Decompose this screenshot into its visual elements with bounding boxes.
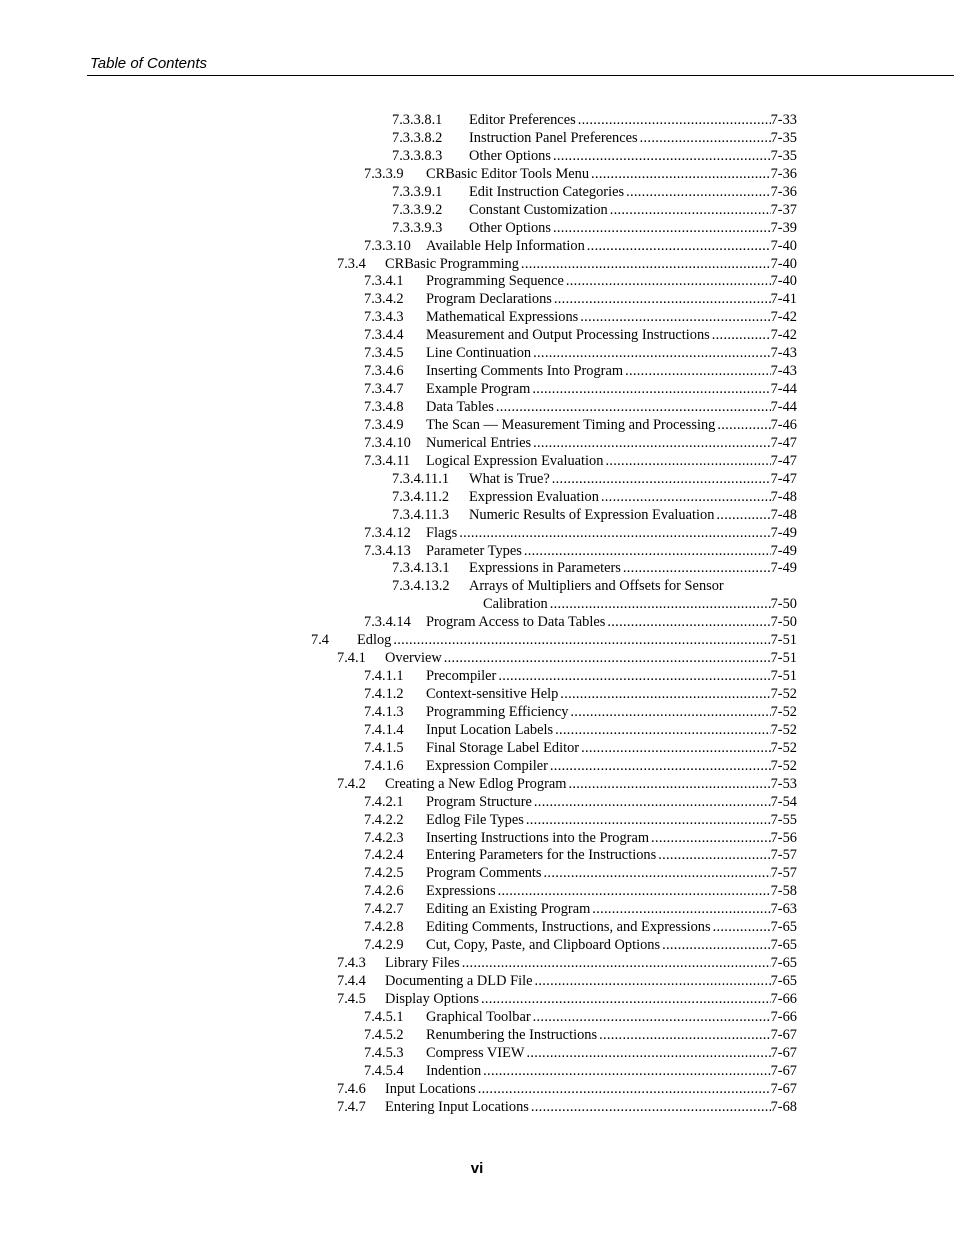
toc-entry-title: Edit Instruction Categories <box>469 183 625 200</box>
toc-entry-page: 7-44 <box>770 399 797 415</box>
toc-entry-page: 7-65 <box>770 955 797 972</box>
toc-dot-leader <box>576 112 771 130</box>
toc-entry-number: 7.4.1.1 <box>364 668 404 685</box>
toc-entry-page: 7-47 <box>770 452 797 469</box>
toc-entry-title: Arrays of Multipliers and Offsets for Sensor <box>469 578 724 595</box>
toc-entry-number: 7.4.5.1 <box>364 1008 404 1025</box>
toc-entry[interactable] <box>0 1063 954 1081</box>
toc-entry[interactable] <box>0 256 954 274</box>
table-of-contents <box>0 112 954 1117</box>
toc-dot-leader <box>460 955 771 973</box>
toc-entry-page: 7-57 <box>770 865 797 882</box>
toc-entry-number: 7.3.3.9.3 <box>392 219 443 236</box>
toc-entry-number: 7.3.4.11 <box>364 452 411 469</box>
toc-entry-number: 7.3.3.10 <box>364 237 411 254</box>
toc-entry-title: What is True? <box>469 470 550 487</box>
toc-entry[interactable] <box>0 973 954 991</box>
toc-entry-number: 7.3.4.13.1 <box>392 560 450 577</box>
toc-entry[interactable] <box>0 220 954 238</box>
toc-entry-number: 7.4.2.6 <box>364 883 404 900</box>
toc-entry-title: Flags <box>426 524 458 541</box>
header-divider <box>87 75 954 76</box>
toc-dot-leader <box>496 668 770 686</box>
toc-entry[interactable] <box>0 327 954 345</box>
toc-entry-title: Numerical Entries <box>426 434 532 451</box>
toc-entry-page: 7-37 <box>770 201 797 218</box>
toc-entry-number: 7.3.4.13 <box>364 542 411 559</box>
toc-dot-leader <box>550 471 771 489</box>
toc-entry[interactable] <box>0 291 954 309</box>
toc-entry[interactable] <box>0 417 954 435</box>
toc-entry-number: 7.3.3.9.2 <box>392 201 443 218</box>
toc-entry-title: Display Options <box>385 990 479 1007</box>
toc-entry-title: Documenting a DLD File <box>385 973 533 989</box>
toc-entry-page: 7-67 <box>770 1044 797 1061</box>
toc-dot-leader <box>531 345 770 363</box>
toc-entry-title: Editing an Existing Program <box>426 901 591 918</box>
toc-entry-title: Mathematical Expressions <box>426 309 579 326</box>
toc-entry-page: 7-50 <box>770 596 797 613</box>
toc-entry[interactable] <box>0 1009 954 1027</box>
toc-entry-page: 7-66 <box>770 1008 797 1025</box>
toc-entry-page: 7-51 <box>770 668 797 685</box>
toc-entry-number: 7.4.4 <box>337 973 366 989</box>
toc-entry[interactable] <box>0 578 954 596</box>
toc-entry[interactable] <box>0 309 954 327</box>
toc-entry-number: 7.4.5 <box>337 990 366 1007</box>
toc-dot-leader <box>532 794 771 812</box>
toc-entry[interactable] <box>0 632 954 650</box>
toc-entry-title: Graphical Toolbar <box>426 1008 531 1025</box>
toc-entry-number: 7.4.1 <box>337 650 366 667</box>
toc-dot-leader <box>558 686 770 704</box>
toc-entry-number: 7.4.2.2 <box>364 811 404 828</box>
toc-entry-title: Program Declarations <box>426 291 552 308</box>
toc-entry-number: 7.3.3.8.1 <box>392 112 443 128</box>
toc-entry-page: 7-47 <box>770 434 797 451</box>
toc-entry-number: 7.3.4 <box>337 255 366 272</box>
toc-entry-number: 7.3.4.1 <box>364 273 404 290</box>
toc-entry-page: 7-65 <box>770 919 797 936</box>
toc-entry-page: 7-41 <box>770 291 797 308</box>
toc-dot-leader <box>597 1027 771 1045</box>
toc-entry-number: 7.4.1.5 <box>364 739 404 756</box>
toc-entry-title: Constant Customization <box>469 201 608 218</box>
toc-dot-leader <box>624 184 771 202</box>
toc-entry-title: Compress VIEW <box>426 1044 525 1061</box>
toc-entry[interactable] <box>0 453 954 471</box>
toc-entry[interactable] <box>0 1045 954 1063</box>
toc-entry-title: Program Structure <box>426 793 532 810</box>
toc-entry-title: Cut, Copy, Paste, and Clipboard Options <box>426 937 661 954</box>
toc-entry[interactable] <box>0 363 954 381</box>
toc-entry[interactable] <box>0 525 954 543</box>
toc-entry[interactable] <box>0 166 954 184</box>
toc-entry-page: 7-35 <box>770 147 797 164</box>
toc-entry-page: 7-43 <box>770 345 797 362</box>
toc-entry[interactable] <box>0 883 954 901</box>
toc-entry-title: Creating a New Edlog Program <box>385 775 567 792</box>
toc-dot-leader <box>621 560 771 578</box>
toc-dot-leader <box>638 130 771 148</box>
toc-entry[interactable] <box>0 758 954 776</box>
toc-dot-leader <box>579 740 771 758</box>
toc-entry-page: 7-48 <box>770 488 797 505</box>
toc-entry[interactable] <box>0 1027 954 1045</box>
toc-entry-number: 7.3.4.6 <box>364 363 404 380</box>
toc-entry-title: Measurement and Output Processing Instructions <box>426 327 710 344</box>
toc-entry-page: 7-66 <box>770 990 797 1007</box>
toc-dot-leader <box>531 1009 771 1027</box>
toc-entry-page: 7-55 <box>770 811 797 828</box>
toc-entry[interactable] <box>0 668 954 686</box>
toc-entry-page: 7-52 <box>770 703 797 720</box>
toc-entry-page: 7-42 <box>770 309 797 326</box>
toc-entry[interactable] <box>0 614 954 632</box>
toc-dot-leader <box>578 309 770 327</box>
toc-dot-leader <box>531 435 771 453</box>
toc-entry-title: Input Location Labels <box>426 721 554 738</box>
toc-entry-page: 7-65 <box>770 937 797 954</box>
toc-dot-leader <box>548 596 771 614</box>
toc-entry[interactable] <box>0 489 954 507</box>
toc-entry-page: 7-40 <box>770 237 797 254</box>
toc-entry-page: 7-52 <box>770 739 797 756</box>
toc-entry-page: 7-33 <box>770 112 797 128</box>
toc-dot-leader <box>494 399 771 417</box>
toc-entry-title: CRBasic Programming <box>385 255 519 272</box>
toc-entry-number: 7.4.1.2 <box>364 686 404 702</box>
toc-entry-page: 7-50 <box>770 614 797 631</box>
toc-entry[interactable] <box>0 830 954 848</box>
toc-entry-number: 7.4 <box>311 632 329 649</box>
toc-entry-number: 7.4.2.4 <box>364 847 404 864</box>
toc-entry[interactable] <box>0 847 954 865</box>
toc-entry[interactable] <box>0 345 954 363</box>
toc-entry[interactable] <box>0 919 954 937</box>
toc-dot-leader <box>553 722 771 740</box>
toc-entry[interactable] <box>0 812 954 830</box>
toc-entry-number: 7.3.4.14 <box>364 614 411 631</box>
toc-entry[interactable] <box>0 273 954 291</box>
toc-dot-leader <box>585 238 771 256</box>
toc-entry-number: 7.3.4.13.2 <box>392 578 450 595</box>
toc-entry-page: 7-58 <box>770 883 797 900</box>
toc-entry-title: Entering Input Locations <box>385 1098 529 1115</box>
toc-entry-page: 7-39 <box>770 219 797 236</box>
toc-entry[interactable] <box>0 776 954 794</box>
toc-entry-page: 7-49 <box>770 560 797 577</box>
toc-dot-leader <box>656 847 770 865</box>
toc-entry-number: 7.4.7 <box>337 1098 366 1115</box>
toc-entry-page: 7-52 <box>770 721 797 738</box>
toc-dot-leader <box>608 202 771 220</box>
toc-entry[interactable] <box>0 704 954 722</box>
toc-entry-number: 7.3.3.9 <box>364 165 404 182</box>
toc-entry-title: Data Tables <box>426 399 494 415</box>
toc-entry[interactable] <box>0 991 954 1009</box>
toc-dot-leader <box>623 363 771 381</box>
toc-dot-leader <box>711 919 771 937</box>
toc-entry-number: 7.4.2.5 <box>364 865 404 882</box>
toc-entry-title: Indention <box>426 1062 482 1079</box>
toc-entry-title: Expressions <box>426 883 496 900</box>
toc-entry-number: 7.4.2.7 <box>364 901 404 918</box>
toc-entry[interactable] <box>0 901 954 919</box>
toc-entry-title: Editor Preferences <box>469 112 576 128</box>
toc-entry-number: 7.3.4.10 <box>364 434 411 451</box>
toc-dot-leader <box>457 525 770 543</box>
toc-dot-leader <box>519 256 771 274</box>
toc-dot-leader <box>551 148 771 166</box>
toc-entry-page: 7-67 <box>770 1062 797 1079</box>
toc-entry[interactable] <box>0 865 954 883</box>
toc-dot-leader <box>710 327 771 345</box>
toc-dot-leader <box>530 381 770 399</box>
toc-entry-title: Logical Expression Evaluation <box>426 452 604 469</box>
toc-entry-title: Entering Parameters for the Instructions <box>426 847 657 864</box>
toc-dot-leader <box>605 614 770 632</box>
toc-dot-leader <box>566 776 770 794</box>
toc-entry-title: Edlog <box>357 632 392 649</box>
toc-entry-title: Inserting Comments Into Program <box>426 363 624 380</box>
toc-entry-title: Precompiler <box>426 668 497 685</box>
toc-entry[interactable] <box>0 399 954 417</box>
toc-dot-leader <box>649 830 771 848</box>
toc-entry-page: 7-46 <box>770 416 797 433</box>
toc-entry-page: 7-40 <box>770 273 797 290</box>
toc-entry[interactable] <box>0 507 954 525</box>
toc-entry-page: 7-54 <box>770 793 797 810</box>
toc-entry-title: Input Locations <box>385 1080 476 1097</box>
toc-dot-leader <box>522 543 771 561</box>
toc-entry[interactable] <box>0 740 954 758</box>
toc-dot-leader <box>391 632 770 650</box>
toc-entry-number: 7.4.1.4 <box>364 721 404 738</box>
toc-entry-title: Available Help Information <box>426 237 585 254</box>
toc-entry-title: Program Comments <box>426 865 542 882</box>
toc-entry-page: 7-57 <box>770 847 797 864</box>
toc-entry-page: 7-36 <box>770 165 797 182</box>
toc-entry-number: 7.3.4.5 <box>364 345 404 362</box>
toc-dot-leader <box>660 937 771 955</box>
toc-dot-leader <box>476 1081 771 1099</box>
toc-entry[interactable] <box>0 1081 954 1099</box>
toc-entry-title: Example Program <box>426 381 531 398</box>
toc-entry-number: 7.4.2.3 <box>364 829 404 846</box>
toc-entry-number: 7.4.5.3 <box>364 1044 404 1061</box>
toc-entry-title: Expression Compiler <box>426 757 548 774</box>
toc-dot-leader <box>552 291 771 309</box>
toc-entry-number: 7.3.4.7 <box>364 381 404 398</box>
toc-entry-page: 7-52 <box>770 757 797 774</box>
toc-entry-number: 7.3.3.8.3 <box>392 147 443 164</box>
toc-entry-number: 7.3.4.4 <box>364 327 404 344</box>
toc-entry-title: Renumbering the Instructions <box>426 1026 598 1043</box>
toc-entry-page: 7-42 <box>770 327 797 344</box>
toc-entry-number: 7.4.2.9 <box>364 937 404 954</box>
toc-entry[interactable] <box>0 722 954 740</box>
toc-entry-title: Line Continuation <box>426 345 532 362</box>
toc-entry-number: 7.4.6 <box>337 1080 366 1097</box>
toc-entry-page: 7-68 <box>770 1098 797 1115</box>
toc-dot-leader <box>568 704 770 722</box>
toc-dot-leader <box>524 812 771 830</box>
toc-entry[interactable] <box>0 560 954 578</box>
page-header-title: Table of Contents <box>90 55 208 72</box>
toc-entry-title: Context-sensitive Help <box>426 686 559 702</box>
toc-entry-number: 7.3.4.8 <box>364 399 404 415</box>
toc-entry-page: 7-67 <box>770 1026 797 1043</box>
toc-entry-number: 7.3.4.11.3 <box>392 506 450 523</box>
toc-entry-page: 7-35 <box>770 129 797 146</box>
toc-entry-page: 7-63 <box>770 901 797 918</box>
toc-entry-title: Expressions in Parameters <box>469 560 621 577</box>
toc-dot-leader <box>599 489 771 507</box>
toc-entry[interactable] <box>0 596 954 614</box>
toc-entry[interactable] <box>0 238 954 256</box>
toc-dot-leader <box>479 991 771 1009</box>
toc-entry-number: 7.4.2 <box>337 775 366 792</box>
toc-entry[interactable] <box>0 1099 954 1117</box>
toc-entry-title: Other Options <box>469 219 551 236</box>
toc-entry[interactable] <box>0 543 954 561</box>
toc-entry-number: 7.3.4.11.1 <box>392 470 450 487</box>
toc-entry-number: 7.4.5.4 <box>364 1062 404 1079</box>
toc-entry-number: 7.4.2.1 <box>364 793 404 810</box>
toc-entry-page: 7-67 <box>770 1080 797 1097</box>
toc-entry[interactable] <box>0 112 954 130</box>
toc-dot-leader <box>590 901 770 919</box>
toc-entry-page: 7-44 <box>770 381 797 398</box>
toc-entry-title: Numeric Results of Expression Evaluation <box>469 506 715 523</box>
toc-dot-leader <box>714 507 770 525</box>
toc-entry-number: 7.3.4.11.2 <box>392 488 450 505</box>
toc-dot-leader <box>589 166 771 184</box>
toc-entry-title: CRBasic Editor Tools Menu <box>426 165 590 182</box>
toc-dot-leader <box>715 417 770 435</box>
toc-entry-title: Editing Comments, Instructions, and Expressions <box>426 919 711 936</box>
toc-entry[interactable] <box>0 435 954 453</box>
toc-entry[interactable] <box>0 471 954 489</box>
toc-entry-title: Program Access to Data Tables <box>426 614 606 631</box>
toc-dot-leader <box>532 973 770 991</box>
toc-entry-page: 7-36 <box>770 183 797 200</box>
toc-entry-page: 7-48 <box>770 506 797 523</box>
toc-entry-page: 7-49 <box>770 524 797 541</box>
page-number: vi <box>470 1160 484 1177</box>
toc-entry[interactable] <box>0 937 954 955</box>
toc-entry[interactable] <box>0 148 954 166</box>
toc-entry-number: 7.4.3 <box>337 955 366 972</box>
toc-entry[interactable] <box>0 650 954 668</box>
toc-entry[interactable] <box>0 686 954 704</box>
toc-entry-number: 7.3.3.9.1 <box>392 183 443 200</box>
toc-entry-title: Overview <box>385 650 442 667</box>
toc-entry-page: 7-51 <box>770 650 797 667</box>
toc-dot-leader <box>603 453 770 471</box>
toc-entry-title: Final Storage Label Editor <box>426 739 580 756</box>
toc-entry-number: 7.4.1.3 <box>364 703 404 720</box>
toc-entry-title: Instruction Panel Preferences <box>469 129 638 146</box>
toc-entry-page: 7-65 <box>770 973 797 989</box>
toc-dot-leader <box>496 883 771 901</box>
toc-dot-leader <box>542 865 771 883</box>
toc-entry-number: 7.4.5.2 <box>364 1026 404 1043</box>
toc-entry[interactable] <box>0 381 954 399</box>
toc-entry-number: 7.3.4.3 <box>364 309 404 326</box>
toc-entry-title: Library Files <box>385 955 460 972</box>
toc-dot-leader <box>481 1063 770 1081</box>
toc-entry-page: 7-56 <box>770 829 797 846</box>
toc-dot-leader <box>548 758 771 776</box>
toc-dot-leader <box>564 273 771 291</box>
toc-entry-page: 7-53 <box>770 775 797 792</box>
toc-entry-page: 7-51 <box>770 632 797 649</box>
toc-entry-page: 7-40 <box>770 255 797 272</box>
toc-entry-title: Expression Evaluation <box>469 488 599 505</box>
toc-entry[interactable] <box>0 955 954 973</box>
toc-entry-title: Parameter Types <box>426 542 522 559</box>
toc-entry[interactable] <box>0 794 954 812</box>
toc-entry-number: 7.4.2.8 <box>364 919 404 936</box>
toc-entry-number: 7.3.4.2 <box>364 291 404 308</box>
toc-entry-number: 7.4.1.6 <box>364 757 404 774</box>
toc-dot-leader <box>551 220 771 238</box>
toc-entry-title: Edlog File Types <box>426 811 524 828</box>
toc-entry-number: 7.3.3.8.2 <box>392 129 443 146</box>
toc-entry-page: 7-49 <box>770 542 797 559</box>
toc-entry[interactable] <box>0 202 954 220</box>
toc-dot-leader <box>524 1045 770 1063</box>
toc-entry-number: 7.3.4.12 <box>364 524 411 541</box>
toc-entry[interactable] <box>0 130 954 148</box>
toc-entry-page: 7-47 <box>770 470 797 487</box>
toc-entry-title: Programming Sequence <box>426 273 564 290</box>
toc-entry[interactable] <box>0 184 954 202</box>
toc-dot-leader <box>529 1099 771 1117</box>
toc-dot-leader <box>442 650 771 668</box>
toc-entry-title: Calibration <box>483 596 548 613</box>
toc-entry-page: 7-52 <box>770 686 797 702</box>
toc-entry-page: 7-43 <box>770 363 797 380</box>
toc-entry-title: The Scan — Measurement Timing and Processing <box>426 416 716 433</box>
toc-entry-number: 7.3.4.9 <box>364 416 404 433</box>
toc-entry-title: Programming Efficiency <box>426 703 569 720</box>
toc-entry-title: Inserting Instructions into the Program <box>426 829 650 846</box>
toc-entry-title: Other Options <box>469 147 551 164</box>
